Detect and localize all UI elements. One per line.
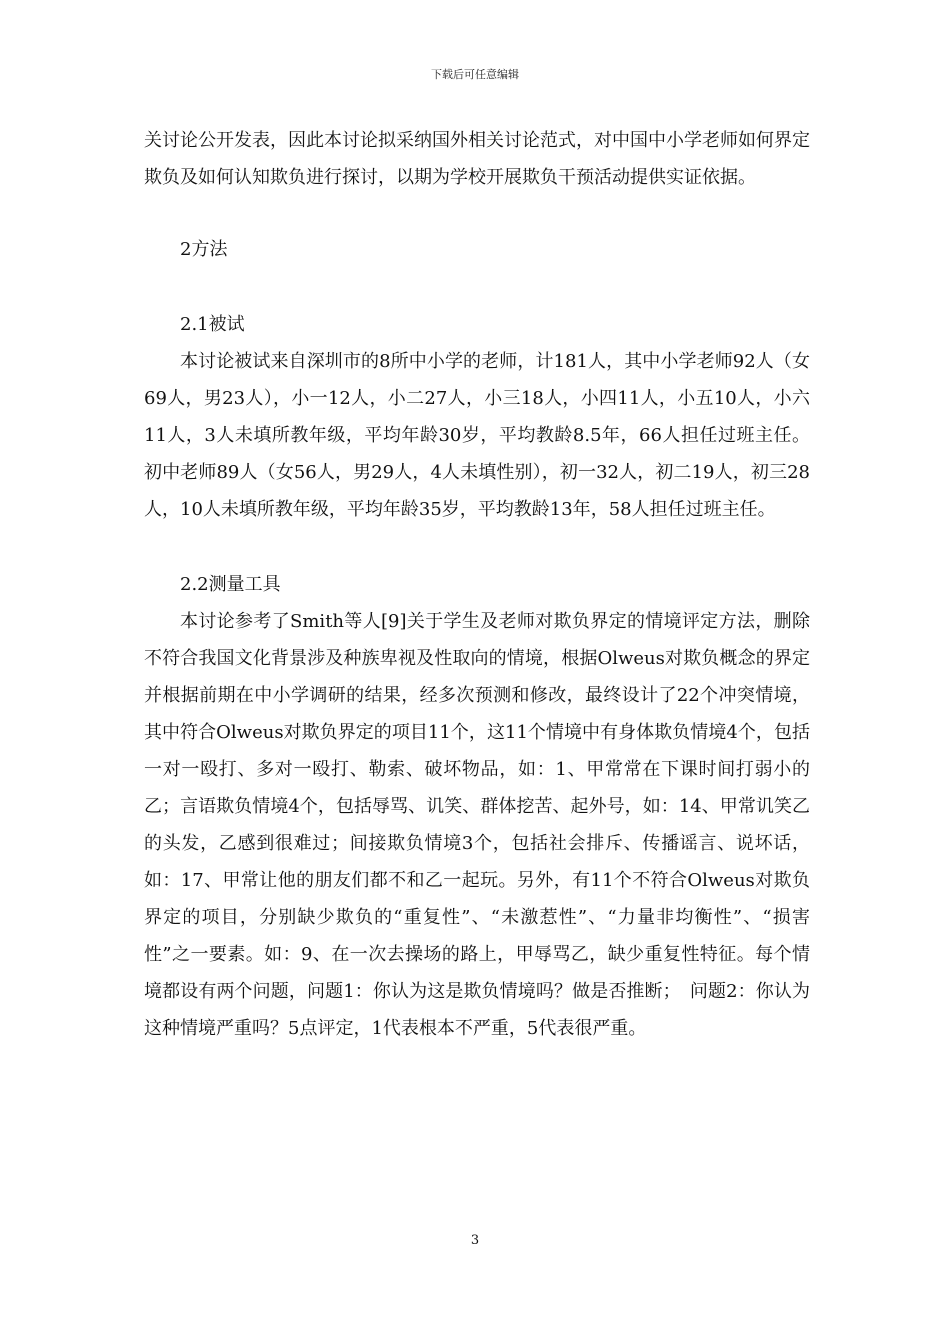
page-number: 3 [470,1233,480,1248]
page-header: 下载后可任意编辑 [431,68,519,81]
intro-paragraph: 关讨论公开发表，因此本讨论拟采纳国外相关讨论范式，对中国中小学老师如何界定欺负及如何认知欺负进行探讨，以期为学校开展欺负干预活动提供实证依据。 [144,130,810,188]
section-2-1-heading: 2.1被试 [180,314,245,335]
document-body [144,122,810,1047]
section-2-2-heading: 2.2测量工具 [180,574,281,595]
section-2-2-paragraph: 本讨论参考了Smith等人[9]关于学生及老师对欺负界定的情境评定方法，删除不符合我国文化背景涉及种族卑视及性取向的情境，根据Olweus对欺负概念的界定并根据前期在中小学调研的结果，经多次预测和修改，最终设计了22个冲突情境，其中符合Olweus对欺负界定的项目11个，这11个情境中有身体欺负情境4个，包括一对一殴打、多对一殴打、勒索、破坏物品，如：1、甲常常在下课时间打弱小的乙；言语欺负情境4个，包括辱骂、讥笑、群体挖苦、起外号，如：14、甲常讥笑乙的头发，乙感到很难过；间接欺负情境3个，包括社会排斥、传播谣言、说坏话，如：17、甲常让他的朋友们都不和乙一起玩。另外，有11个不符合Olweus对欺负界定的项目，分别缺少欺负的“重复性”、“未激惹性”、“力量非均衡性”、“损害性”之一要素。如：9、在一次去操场的路上，甲辱骂乙，缺少重复性特征。每个情境都设有两个问题，问题1：你认为这是欺负情境吗？做是否推断； 问题2：你认为这种情境严重吗？5点评定，1代表根本不严重，5代表很严重。 [144,611,810,1039]
section-2-heading: 2方法 [180,239,228,260]
section-2-1-paragraph: 本讨论被试来自深圳市的8所中小学的老师，计181人，其中小学老师92人（女69人，男23人），小一12人，小二27人，小三18人，小四11人，小五10人，小六11人，3人未填所教年级，平均年龄30岁，平均教龄8.5年，66人担任过班主任。初中老师89人（女56人，男29人，4人未填性别），初一32人，初二19人，初三28人，10人未填所教年级，平均年龄35岁，平均教龄13年，58人担任过班主任。 [144,351,810,520]
